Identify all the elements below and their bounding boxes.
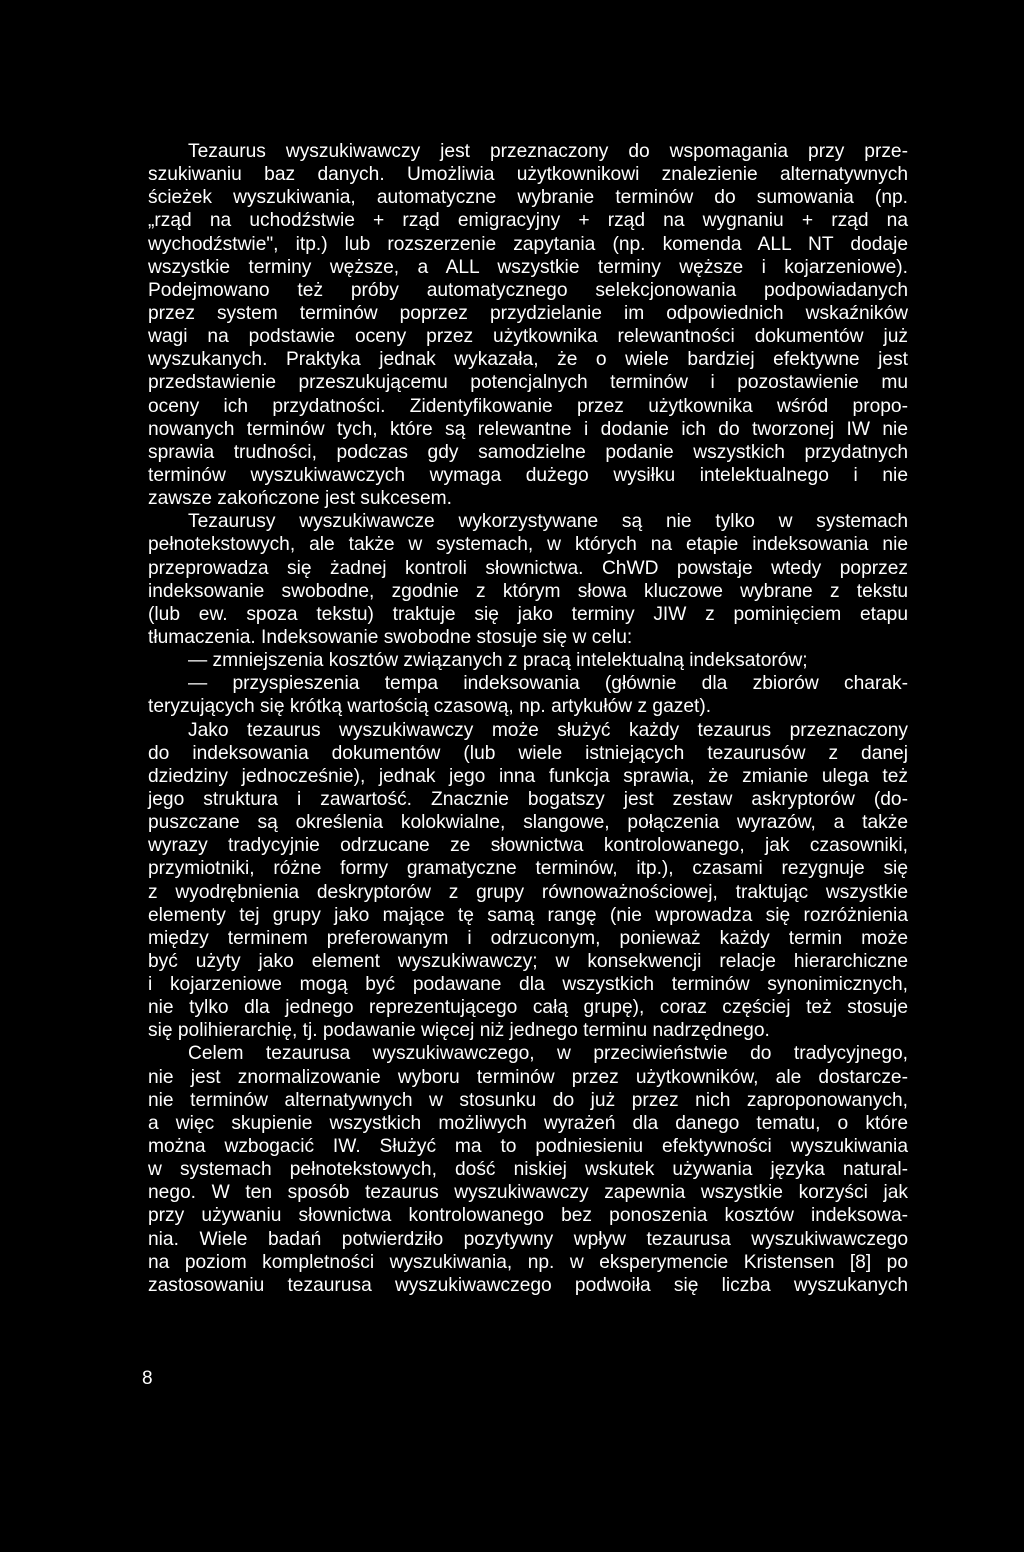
text-line: elementy tej grupy jako mające tę samą rangę (nie wprowadza się rozróżnienia [148, 904, 908, 926]
text-line: Tezaurusy wyszukiwawcze wykorzystywane są nie tylko w systemach [188, 511, 908, 533]
text-line: (lub ew. spoza tekstu) traktuje się jako terminy JIW z pominięciem etapu [148, 603, 908, 625]
text-line: nie jest znormalizowanie wyboru terminów przez użytkowników, ale dostarcze- [148, 1066, 908, 1088]
text-line: oceny ich przydatności. Zidentyfikowanie przez użytkownika wśród propo- [148, 395, 908, 417]
text-line: wszystkie terminy węższe, a ALL wszystkie terminy węższe i kojarzeniowe). [148, 256, 908, 278]
text-line: tłumaczenia. Indeksowanie swobodne stosuje się w celu: [148, 626, 633, 648]
page-number: 8 [142, 1368, 153, 1389]
text-line: zawsze zakończone jest sukcesem. [148, 488, 452, 510]
text-line: być użyty jako element wyszukiwawczy; w konsekwencji relacje hierarchiczne [148, 950, 908, 972]
text-line: wyszukanych. Praktyka jednak wykazała, że o wiele bardziej efektywne jest [148, 349, 908, 371]
text-line: przeprowadza się żadnej kontroli słownictwa. ChWD powstaje wtedy poprzez [148, 557, 908, 579]
text-line: nego. W ten sposób tezaurus wyszukiwawczy zapewnia wszystkie korzyści jak [148, 1182, 908, 1204]
text-line: do indeksowania dokumentów (lub wiele istniejących tezaurusów z danej [148, 742, 908, 764]
text-line: — zmniejszenia kosztów związanych z pracą intelektualną indeksatorów; [188, 650, 808, 672]
text-line: i kojarzeniowe mogą być podawane dla wszystkich terminów synonimicznych, [148, 974, 908, 996]
text-line: ścieżek wyszukiwania, automatyczne wybranie terminów do sumowania (np. [148, 187, 908, 209]
text-line: pełnotekstowych, ale także w systemach, w których na etapie indeksowania nie [148, 534, 908, 556]
text-line: nie terminów alternatywnych w stosunku do już przez nich zaproponowanych, [148, 1089, 908, 1111]
body-text [148, 140, 908, 1297]
text-line: przymiotniki, różne formy gramatyczne terminów, itp.), czasami rezygnuje się [148, 858, 908, 880]
text-line: wychodźstwie", itp.) lub rozszerzenie zapytania (np. komenda ALL NT dodaje [148, 233, 908, 255]
text-line: a więc skupienie wszystkich możliwych wyrażeń dla danego tematu, o które [148, 1112, 908, 1134]
text-line: teryzujących się krótką wartością czasową, np. artykułów z gazet). [148, 696, 712, 718]
text-line: można wzbogacić IW. Służyć ma to podniesieniu efektywności wyszukiwania [148, 1136, 908, 1158]
text-line: przez system terminów poprzez przydzielanie im odpowiednich wskaźników [148, 302, 908, 324]
text-line: „rząd na uchodźstwie + rząd emigracyjny + rząd na wygnaniu + rząd na [148, 210, 908, 232]
text-line: sprawia trudności, podczas gdy samodzielne podanie wszystkich przydatnych [148, 441, 908, 463]
text-line: szukiwaniu baz danych. Umożliwia użytkownikowi znalezienie alternatywnych [148, 164, 908, 186]
text-line: się polihierarchię, tj. podawanie więcej niż jednego terminu nadrzędnego. [148, 1020, 770, 1042]
text-line: puszczane są określenia kolokwialne, slangowe, połączenia wyrazów, a także [148, 812, 908, 834]
text-line: przy używaniu słownictwa kontrolowanego bez ponoszenia kosztów indeksowa- [148, 1205, 908, 1227]
text-line: Podejmowano też próby automatycznego selekcjonowania podpowiadanych [148, 279, 908, 301]
text-line: terminów wyszukiwawczych wymaga dużego wysiłku intelektualnego i nie [148, 464, 908, 486]
text-line: z wyodrębnienia deskryptorów z grupy równoważnościowej, traktując wszystkie [148, 881, 908, 903]
text-line: dziedziny jednocześnie), jednak jego inna funkcja sprawia, że zmianie ulega też [148, 765, 908, 787]
text-line: nowanych terminów tych, które są relewantne i dodanie ich do tworzonej IW nie [148, 418, 908, 440]
text-line: nie tylko dla jednego reprezentującego całą grupę), coraz częściej też stosuje [148, 997, 908, 1019]
text-line: — przyspieszenia tempa indeksowania (głównie dla zbiorów charak- [188, 673, 908, 695]
text-line: jego struktura i zawartość. Znacznie bogatszy jest zestaw askryptorów (do- [148, 788, 908, 810]
text-line: na poziom kompletności wyszukiwania, np. w eksperymencie Kristensen [8] po [148, 1251, 908, 1273]
text-line: w systemach pełnotekstowych, dość niskiej wskutek używania języka natural- [148, 1159, 908, 1181]
text-line: indeksowanie swobodne, zgodnie z którym słowa kluczowe wybrane z tekstu [148, 580, 908, 602]
text-line: Celem tezaurusa wyszukiwawczego, w przeciwieństwie do tradycyjnego, [188, 1043, 908, 1065]
text-line: między terminem preferowanym i odrzuconym, ponieważ każdy termin może [148, 927, 908, 949]
text-line: zastosowaniu tezaurusa wyszukiwawczego podwoiła się liczba wyszukanych [148, 1274, 908, 1296]
text-line: wyrazy tradycyjnie odrzucane ze słownictwa kontrolowanego, jak czasowniki, [148, 835, 908, 857]
text-line: przedstawienie przeszukującemu potencjalnych terminów i pozostawienie mu [148, 372, 908, 394]
text-line: Tezaurus wyszukiwawczy jest przeznaczony do wspomagania przy prze- [188, 141, 908, 162]
text-line: Jako tezaurus wyszukiwawczy może służyć każdy tezaurus przeznaczony [188, 719, 908, 741]
text-line: nia. Wiele badań potwierdziło pozytywny wpływ tezaurusa wyszukiwawczego [148, 1228, 908, 1250]
text-line: wagi na podstawie oceny przez użytkownika relewantności dokumentów już [148, 326, 908, 348]
